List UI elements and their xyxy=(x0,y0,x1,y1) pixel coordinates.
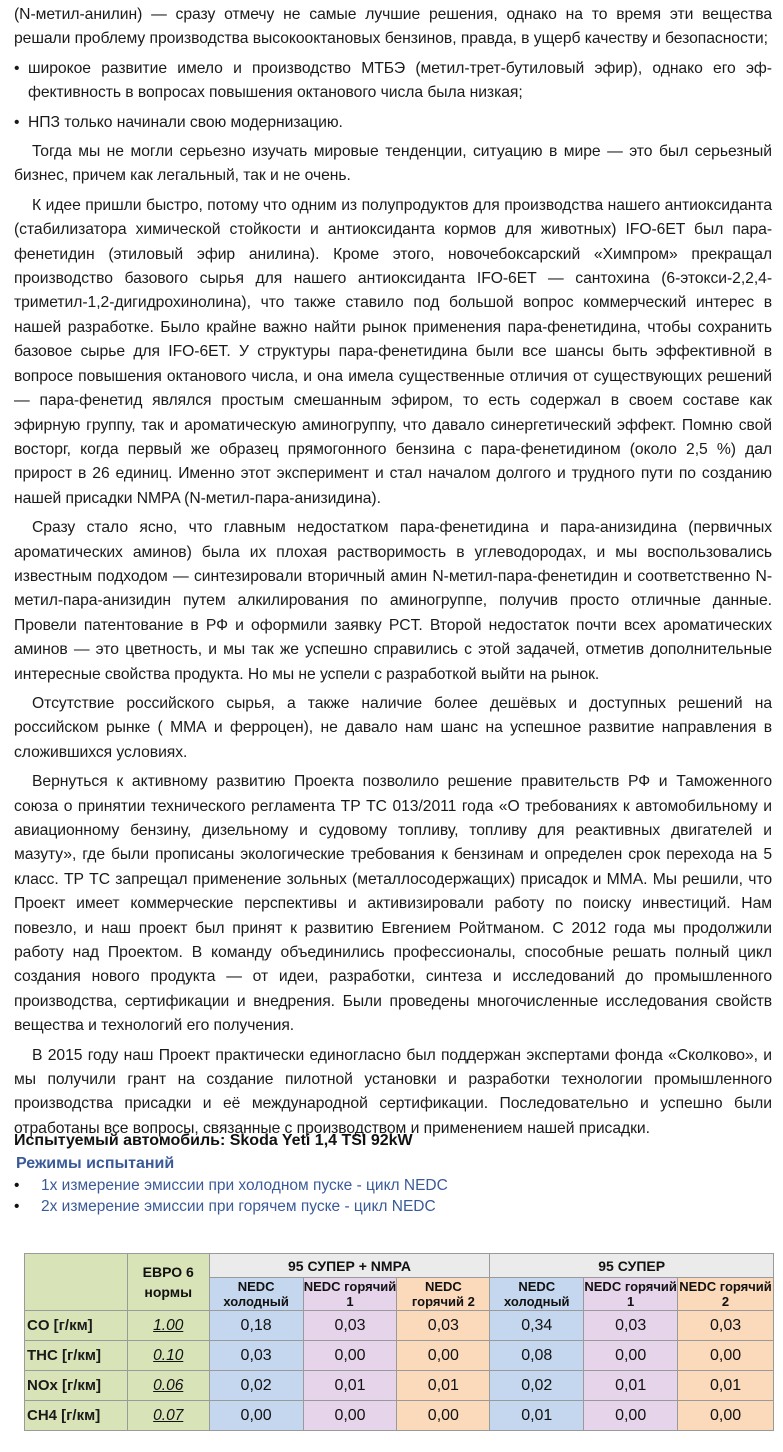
sub-header: NEDC горячий 2 xyxy=(397,1278,490,1311)
paragraph: Сразу стало ясно, что главным недостатком пара-фенетидина и пара-анизидина (первичных ароматических аминов) была их плохая растворимость в углеводородах, и мы воспользовались известным подходом — синтезировали вторичный амин N-метил-пара-фенетидин и соответственно N-метил-пара-анизидин путем алкилирования по аминогруппе, получив просто отличные данные. Провели патентование в РФ и оформили заявку PCT. Второй недостаток почти всех ароматических аминов — это цветность, и мы так же успешно справились с этой задачей, отметив дополнительные интересные свойства продукта. Но мы не успели с разработкой выйти на рынок. xyxy=(14,519,772,683)
row-label: THC [г/км] xyxy=(25,1341,128,1371)
mode-item xyxy=(14,1175,772,1196)
article-body xyxy=(14,3,772,1146)
norm-value: 1.00 xyxy=(127,1311,209,1341)
paragraph: Вернуться к активному развитию Проекта позволило решение правительств РФ и Таможенного союза о принятии технического регламента ТР ТС 013/2011 года «О требованиях к автомобильному и авиационному бензину, дизельному и судовому топливу, топливу для реактивных двигателей и мазуту», где были прописаны экологические требования к бензинам и определен срок перехода на 5 класс. ТР ТС запрещал применение зольных (металлосодержащих) присадок и ММА. Мы решили, что Проект имеет коммерческие перспективы и активизировали работу по поиску инвестиций. Нам повезло, и наш проект был принят к развитию Евгением Ройтманом. С 2012 года мы продолжили работу над Проектом. В команду объединились профессионалы, способные решать полный цикл создания нового продукта — от идеи, разработки, синтеза и исследований до промышленного производства, сертификации и внедрения. Были проведены многочисленные исследования свойств вещества и технологий его получения. xyxy=(14,773,772,1035)
table-cell: 0,03 xyxy=(209,1341,303,1371)
paragraph: (N-метил-анилин) — сразу отмечу не самые лучшие решения, однако на то время эти вещества решали проблему производства высокооктановых бензинов, правда, в ущерб качеству и безопасности; xyxy=(14,6,772,48)
table-cell: 0,03 xyxy=(584,1311,678,1341)
paragraph: Отсутствие российского сырья, а также наличие более дешёвых и доступных решений на российском рынке ( ММА и ферроцен), не давало нам шанс на успешное развитие направления в сложившихся условиях. xyxy=(14,694,772,761)
norm-value: 0.06 xyxy=(127,1371,209,1401)
table-cell: 0,00 xyxy=(209,1401,303,1431)
table-cell: 0,01 xyxy=(397,1371,490,1401)
table-cell: 0,00 xyxy=(584,1401,678,1431)
paragraph: К идее пришли быстро, потому что одним из полупродуктов для производства нашего антиоксиданта (стабилизатора химической стойкости и антиоксиданта кормов для животных) IFO-6ET был пара-фенетидин (этиловый эфир анилина). Кроме этого, новочебоксарский «Химпром» прекращал производство базового сырья для нашего антиоксиданта IFO-6ET — сантохина (6-этокси-2,2,4-триметил-1,2-дигидрохинолина), что также ставило под большой вопрос коммерческий интерес в нашей разработке. Было крайне важно найти рынок применения пара-фенетидина, чтобы сохранить базовое сырье для IFO-6ET. У структуры пара-фенетидина были все шансы быть эффективной в вопросе повышения октанового числа, и она имела существенные отличия от существующих решений — пара-фенетид являлся простым смешанным эфиром, то есть содержал в своем составе как эфирную группу, так и ароматическую аминогруппу, что давало синергетический эффект. Помню свой восторг, когда первый же образец прямогонного бензина с пара-фенетидином (около 2,5 %) дал прирост в 26 единиц. Именно этот эксперимент и стал началом долгого и трудного пути по созданию нашей присадки NMPA (N-метил-пара-анизидина). xyxy=(14,196,772,507)
table-cell: 0,01 xyxy=(303,1371,397,1401)
table-corner-cell xyxy=(25,1254,128,1311)
mode-item xyxy=(14,1196,772,1217)
modes-title: Режимы испытаний xyxy=(16,1155,175,1172)
norm-value: 0.10 xyxy=(127,1341,209,1371)
table-row xyxy=(25,1401,774,1431)
table-cell: 0,02 xyxy=(209,1371,303,1401)
table-cell: 0,01 xyxy=(678,1371,774,1401)
table-cell: 0,03 xyxy=(303,1311,397,1341)
table-cell: 0,03 xyxy=(397,1311,490,1341)
paragraph: В 2015 году наш Проект практически единогласно был поддержан экспертами фонда «Сколково», и мы получили грант на создание пилотной установки и разработки технологии промышленного производства присадки и её международной сертификации. Последовательно и успешно были отработаны все вопросы, связанные с производством и применением нашей присадки. xyxy=(14,1046,772,1137)
table-cell: 0,01 xyxy=(584,1371,678,1401)
norm-value: 0.07 xyxy=(127,1401,209,1431)
table-cell: 0,18 xyxy=(209,1311,303,1341)
table-cell: 0,01 xyxy=(490,1401,584,1431)
table-cell: 0,08 xyxy=(490,1341,584,1371)
sub-header: NEDC горячий 1 xyxy=(584,1279,677,1309)
group-header-nmpa: 95 СУПЕР + NMPA xyxy=(209,1254,490,1278)
table-cell: 0,00 xyxy=(678,1401,774,1431)
table-cell: 0,02 xyxy=(490,1371,584,1401)
table-row xyxy=(25,1311,774,1341)
table-cell: 0,34 xyxy=(490,1311,584,1341)
table-cell: 0,03 xyxy=(678,1311,774,1341)
table-cell: 0,00 xyxy=(584,1341,678,1371)
table-cell: 0,00 xyxy=(397,1341,490,1371)
bullet-icon: • xyxy=(14,1198,20,1215)
bullet-item: • широкое развитие имело и производство МТБЭ (метил-трет-бутиловый эфир), однако его эффективность в вопросах повышения октанового числа была низкая; xyxy=(14,57,772,106)
group-header-base: 95 СУПЕР xyxy=(490,1254,774,1278)
mode-text: 1x измерение эмиссии при холодном пуске - цикл NEDC xyxy=(41,1177,448,1194)
test-conditions xyxy=(14,1130,772,1217)
table-cell: 0,00 xyxy=(397,1401,490,1431)
sub-header: NEDC холодный xyxy=(490,1278,584,1311)
paragraph: Тогда мы не могли серьезно изучать мировые тенденции, ситуацию в мире — это был серьезный бизнес, причем как легальный, так и не очень. xyxy=(14,143,772,185)
sub-header: NEDC холодный xyxy=(209,1278,303,1311)
sub-header: NEDC горячий 2 xyxy=(679,1279,772,1309)
row-label: CH4 [г/км] xyxy=(25,1401,128,1431)
sub-header: NEDC горячий 1 xyxy=(303,1279,397,1309)
norm-header: ЕВРО 6 нормы xyxy=(127,1254,209,1311)
table-cell: 0,00 xyxy=(303,1341,397,1371)
bullet-item: • НПЗ только начинали свою модернизацию. xyxy=(14,111,772,135)
row-label: NOx [г/км] xyxy=(25,1371,128,1401)
row-label: CO [г/км] xyxy=(25,1311,128,1341)
table-cell: 0,00 xyxy=(678,1341,774,1371)
table-row xyxy=(25,1371,774,1401)
table-cell: 0,00 xyxy=(303,1401,397,1431)
table-group-header-row xyxy=(25,1254,774,1278)
bullet-icon: • xyxy=(14,1177,20,1194)
car-title: Испытуемый автомобиль: Skoda Yeti 1,4 TSI 92kW xyxy=(14,1132,413,1149)
mode-text: 2x измерение эмиссии при горячем пуске - цикл NEDC xyxy=(41,1198,436,1215)
emissions-table xyxy=(24,1253,774,1431)
table-row xyxy=(25,1341,774,1371)
